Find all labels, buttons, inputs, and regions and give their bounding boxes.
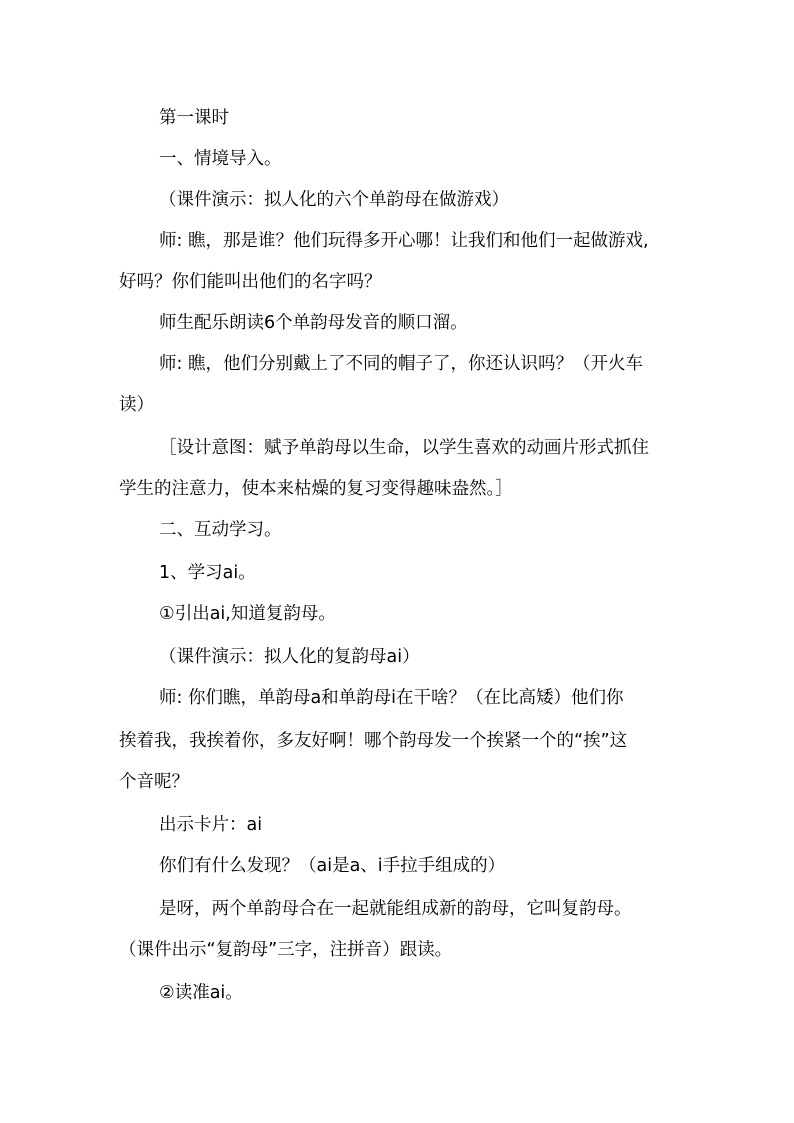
paragraph-line: 师: 瞧，他们分别戴上了不同的帽子了，你还认识吗？（开火车 xyxy=(159,354,643,374)
paragraph-line: 师: 你们瞧，单韵母a和单韵母i在干啥？（在比高矮）他们你 xyxy=(159,688,624,708)
design-intent-line: 学生的注意力，使本来枯燥的复习变得趣味盎然。］ xyxy=(119,479,513,499)
paragraph-line: 是呀，两个单韵母合在一起就能组成新的韵母，它叫复韵母。 xyxy=(159,899,632,919)
section-heading: 二、互动学习。 xyxy=(159,520,282,540)
paragraph-line: 师: 瞧，那是谁？他们玩得多开心哪！让我们和他们一起做游戏, xyxy=(159,231,649,251)
section-heading: 一、情境导入。 xyxy=(159,149,282,169)
design-intent-line: ［设计意图：赋予单韵母以生命，以学生喜欢的动画片形式抓住 xyxy=(159,438,649,458)
paragraph-line: 好吗？你们能叫出他们的名字吗？ xyxy=(119,272,382,292)
paragraph-line: 你们有什么发现？（ai是a、i手拉手组成的） xyxy=(159,856,506,876)
paragraph-line: ①引出ai,知道复韵母。 xyxy=(159,604,336,624)
paragraph-line: 挨着我，我挨着你，多友好啊！哪个韵母发一个挨紧一个的“挨”这 xyxy=(119,731,628,751)
paragraph-line: （课件演示：拟人化的六个单韵母在做游戏） xyxy=(159,190,509,210)
lesson-heading: 第一课时 xyxy=(159,108,229,128)
paragraph-line: 出示卡片：ai xyxy=(159,815,263,835)
paragraph-line: 读） xyxy=(119,395,154,415)
paragraph-line: （课件演示：拟人化的复韵母ai） xyxy=(159,647,420,667)
subsection-heading: 1、学习ai。 xyxy=(159,563,256,583)
paragraph-line: 个音呢？ xyxy=(119,772,189,792)
paragraph-line: （课件出示“复韵母”三字，注拼音）跟读。 xyxy=(119,940,453,960)
paragraph-line: 师生配乐朗读6个单韵母发音的顺口溜。 xyxy=(159,313,468,333)
paragraph-line: ②读准ai。 xyxy=(159,983,243,1003)
